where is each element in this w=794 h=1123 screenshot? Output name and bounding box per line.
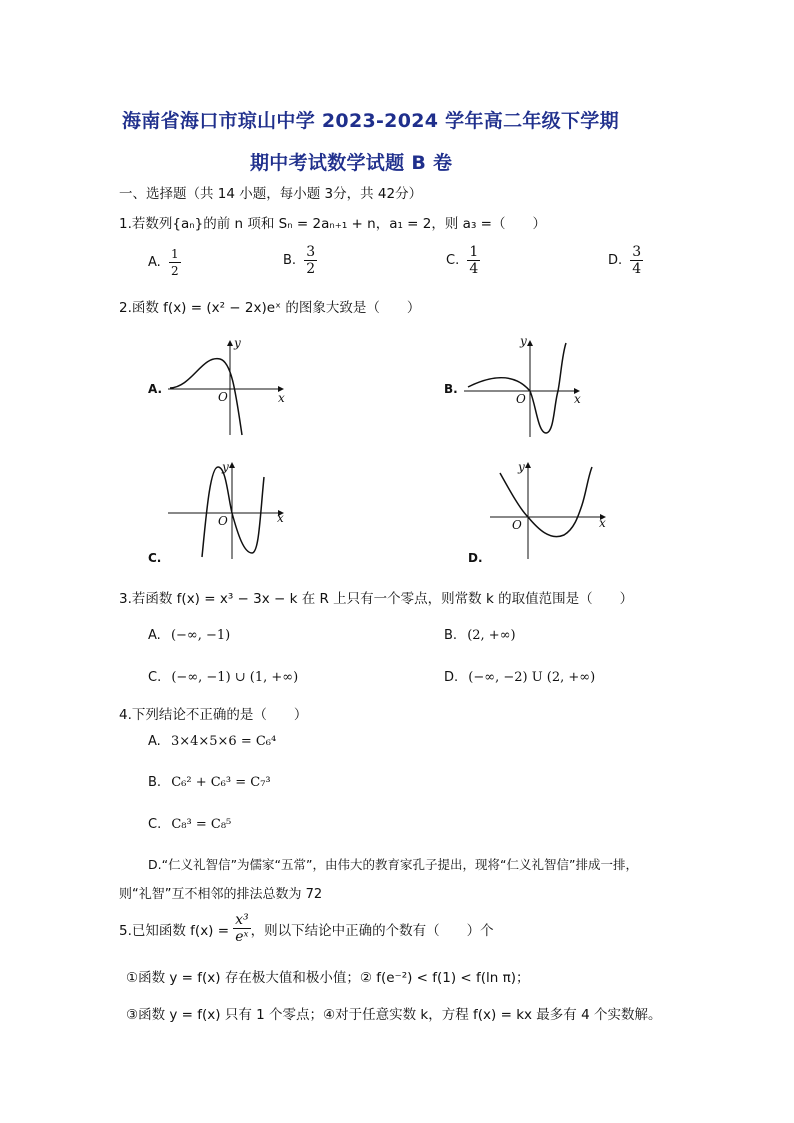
q1-option-c-den: 4 <box>469 261 479 277</box>
q2-graph-b[interactable] <box>458 335 598 440</box>
origin-label: O <box>512 518 522 532</box>
curve <box>202 467 264 557</box>
origin-label: O <box>516 392 526 406</box>
q5-statement-line1: ①函数 y = f(x) 存在极大值和极小值；② f(e⁻²) < f(1) < f(ln π)； <box>126 970 530 986</box>
q2-graph-c-label[interactable]: C. <box>148 551 162 565</box>
q3-option-a[interactable] <box>148 628 230 643</box>
q2-graph-a-label[interactable]: A. <box>148 382 163 396</box>
q1-option-a-label: A. <box>148 255 161 270</box>
q4-option-a-value: 3×4×5×6 = C₆⁴ <box>170 734 277 749</box>
section-heading: 一、选择题（共 14 小题，每小题 3分，共 42分） <box>119 186 423 202</box>
q4-option-c-label: C. <box>148 817 162 832</box>
x-label: x <box>599 516 606 530</box>
q3-stem: 3.若函数 f(x) = x³ − 3x − k 在 R 上只有一个零点，则常数 k 的取值范围是（ ） <box>119 591 634 607</box>
q4-option-d-line2: 则“礼智”互不相邻的排法总数为 72 <box>119 887 323 902</box>
q5-frac-num: x³ <box>235 912 249 928</box>
x-label: x <box>277 511 284 525</box>
q2-stem: 2.函数 f(x) = (x² − 2x)eˣ 的图象大致是（ ） <box>119 300 421 316</box>
q1-option-a-num: 1 <box>170 247 179 261</box>
curve <box>170 359 242 435</box>
q4-option-c[interactable] <box>148 817 231 832</box>
q1-option-d[interactable] <box>608 244 643 277</box>
y-axis-arrow <box>525 462 531 468</box>
q4-option-b-value: C₆² + C₆³ = C₇³ <box>171 775 271 790</box>
x-label: x <box>574 392 581 406</box>
title-line-1: 海南省海口市琼山中学 2023-2024 学年高二年级下学期 <box>122 110 619 132</box>
q4-stem: 4.下列结论不正确的是（ ） <box>119 707 308 723</box>
q2-graph-c[interactable] <box>162 457 302 562</box>
origin-label: O <box>218 514 228 528</box>
q1-option-a-den: 2 <box>170 264 179 278</box>
q3-option-a-value: (−∞, −1) <box>170 628 231 643</box>
y-label: y <box>520 335 527 348</box>
q1-option-c-label: C. <box>446 253 460 268</box>
q1-option-b[interactable] <box>283 244 317 277</box>
x-label: x <box>278 391 285 405</box>
title-line-2: 期中考试数学试题 B 卷 <box>250 152 453 174</box>
q3-option-b-label: B. <box>444 628 458 643</box>
q4-option-a-label: A. <box>148 734 161 749</box>
q4-option-d-line1[interactable]: D.“仁义礼智信”为儒家“五常”，由伟大的教育家孔子提出，现将“仁义礼智信”排成一排， <box>148 857 638 872</box>
y-label: y <box>518 460 525 474</box>
q3-option-c[interactable] <box>148 670 298 685</box>
origin-label: O <box>218 390 228 404</box>
q1-option-b-label: B. <box>283 253 297 268</box>
q3-option-b[interactable] <box>444 628 516 643</box>
q4-option-b-label: B. <box>148 775 162 790</box>
y-axis-arrow <box>229 462 235 468</box>
q1-option-d-den: 4 <box>632 261 642 277</box>
y-label: y <box>222 460 229 474</box>
q4-option-a[interactable] <box>148 734 276 749</box>
y-axis-arrow <box>527 340 533 346</box>
q5-stem <box>119 912 494 945</box>
q5-statement-line2: ③函数 y = f(x) 只有 1 个零点；④对于任意实数 k，方程 f(x) = kx 最多有 4 个实数解。 <box>126 1007 662 1023</box>
q1-option-c-num: 1 <box>469 244 479 260</box>
q2-graph-a[interactable] <box>162 335 302 440</box>
q1-option-d-label: D. <box>608 253 623 268</box>
q5-stem-suffix: ，则以下结论中正确的个数有（ ）个 <box>250 922 494 939</box>
q2-graph-d-label[interactable]: D. <box>468 551 483 565</box>
q5-frac-den: eˣ <box>235 929 249 945</box>
y-axis-arrow <box>227 340 233 346</box>
q1-option-c[interactable] <box>446 244 480 277</box>
q5-stem-prefix: 5.已知函数 f(x) = <box>119 922 230 939</box>
q1-option-b-den: 2 <box>306 261 316 277</box>
q1-option-b-num: 3 <box>306 244 316 260</box>
q3-option-b-value: (2, +∞) <box>467 628 516 643</box>
q4-option-b[interactable] <box>148 775 271 790</box>
q3-option-d-label: D. <box>444 670 459 685</box>
q4-option-c-value: C₈³ = C₈⁵ <box>171 817 232 832</box>
q3-option-c-value: (−∞, −1) ∪ (1, +∞) <box>171 670 299 685</box>
q3-option-c-label: C. <box>148 670 162 685</box>
curve <box>468 343 566 433</box>
q2-graph-d[interactable] <box>484 457 624 562</box>
q3-option-d-value: (−∞, −2) U (2, +∞) <box>468 670 596 685</box>
q1-option-d-num: 3 <box>632 244 642 260</box>
q2-graph-b-label[interactable]: B. <box>444 382 458 396</box>
y-label: y <box>234 336 241 350</box>
q1-stem: 1.若数列{aₙ}的前 n 项和 Sₙ = 2aₙ₊₁ + n，a₁ = 2，则 a₃ =（ ） <box>119 216 546 232</box>
q3-option-d[interactable] <box>444 670 595 685</box>
q3-option-a-label: A. <box>148 628 161 643</box>
q1-option-a[interactable] <box>148 246 181 279</box>
